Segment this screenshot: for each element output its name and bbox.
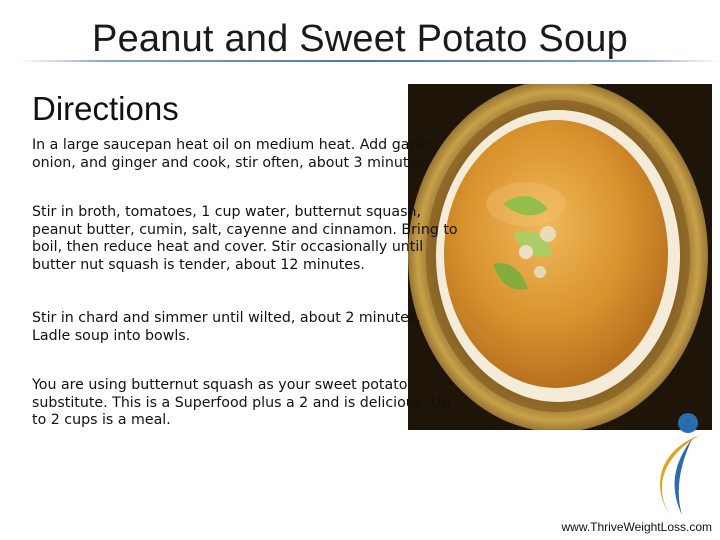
direction-paragraph-2: Stir in broth, tomatoes, 1 cup water, butternut squash, peanut butter, cumin, salt, cayenne and cinnamon. Bring to boil, then reduce heat and cover. Stir occasionally until butter nut squash is tender, about 12 minutes. xyxy=(32,204,458,273)
direction-paragraph-3: Stir in chard and simmer until wilted, about 2 minutes. Ladle soup into bowls. xyxy=(32,310,421,344)
direction-paragraph-4: You are using butternut squash as your sweet potato substitute. This is a Superfood plus a 2 and is delicious. Up to 2 cups is a meal. xyxy=(32,377,451,428)
thrive-logo xyxy=(630,405,720,520)
title-underline xyxy=(20,60,720,62)
website-url: www.ThriveWeightLoss.com xyxy=(561,520,712,534)
direction-paragraph-1: In a large saucepan heat oil on medium heat. Add garlic, onion, and ginger and cook, stir often, about 3 minutes. xyxy=(32,137,436,171)
slide-title: Peanut and Sweet Potato Soup xyxy=(92,18,628,60)
directions-heading: Directions xyxy=(32,90,179,127)
